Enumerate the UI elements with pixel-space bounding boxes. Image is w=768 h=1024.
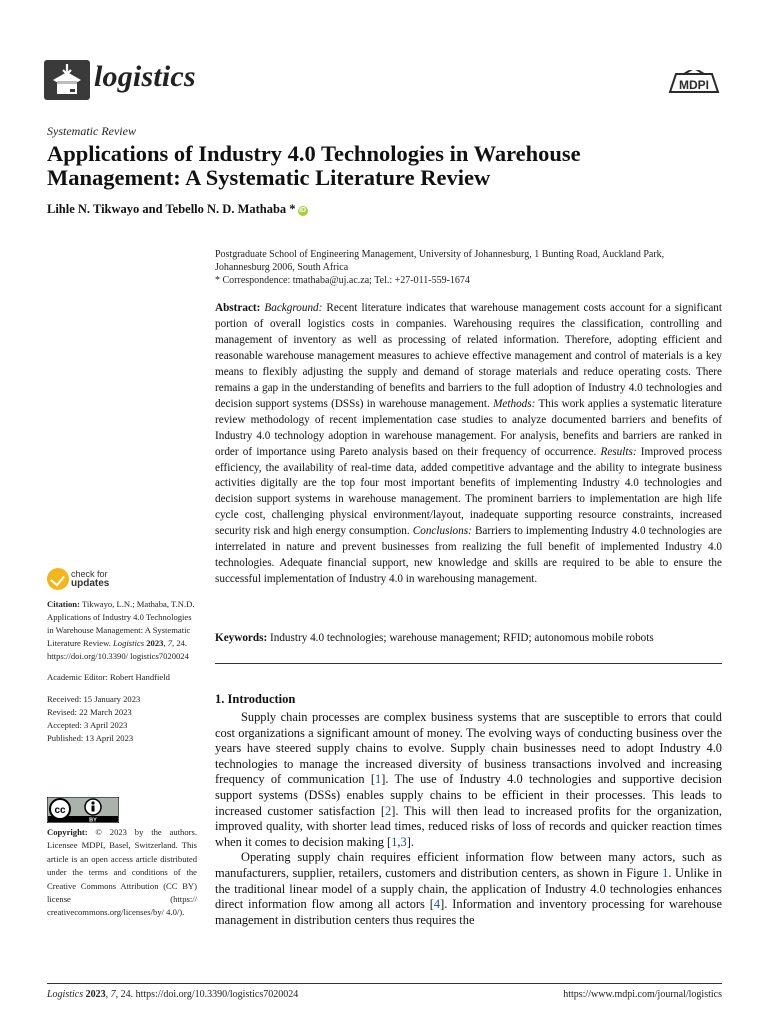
journal-name: logistics xyxy=(94,60,196,93)
methods-text: This work applies a systematic literature review methodology of recent implementation case studies to analyze documented barriers and benefits of Industry 4.0 technology adoption in warehouse management. For analysis, benefits and barriers are ranked in order of importance using Pareto analysis based on their frequency of occurrence. xyxy=(215,397,723,458)
conclusions-label: Conclusions: xyxy=(412,525,472,538)
citation-link[interactable]: 1 xyxy=(391,834,398,849)
citation-link[interactable]: 1 xyxy=(375,772,382,787)
footer-doi[interactable]: , 24. https://doi.org/10.3390/logistics7020024 xyxy=(115,989,299,1000)
introduction-body xyxy=(215,710,722,928)
academic-editor: Academic Editor: Robert Handfield xyxy=(47,672,170,683)
received-date: Received: 15 January 2023 xyxy=(47,693,141,704)
citation-block: Citation: Tikwayo, L.N.; Mathaba, T.N.D. Applications of Industry 4.0 Technologies in Warehouse Management: A Systematic Literature Review. Logistics 2023, 7, 24. https://doi.org/10.3390/ logistics7020024 xyxy=(47,599,195,662)
paragraph-text: ]. This will then lead to increased profits for the organization, improved quality, with shorter lead times, reduced risks of loss of records and quicker reaction times when it comes to decision making [ xyxy=(215,803,723,849)
title-line-1: Applications of Industry 4.0 Technologies in Warehouse xyxy=(47,141,581,166)
article-info-sidebar xyxy=(47,598,199,745)
cc-by-license-icon[interactable] xyxy=(47,797,119,823)
revised-date: Revised: 22 March 2023 xyxy=(47,706,132,717)
copyright-label: Copyright: xyxy=(47,827,88,837)
paragraph-text: ]. Information and inventory processing for warehouse management in distribution centers thus requires the xyxy=(215,897,723,927)
citation-doi[interactable]: , 24. https://doi.org/10.3390/ logistics7020024 xyxy=(47,638,189,662)
author-list xyxy=(47,202,308,217)
footer-volume: 7 xyxy=(110,989,116,1000)
background-text: Recent literature indicates that warehouse management costs account for a significant portion of overall logistics costs in companies. Warehousing requires the classification, controlling and management of inventory as well as processing of related information. Therefore, adopting efficient and reasonable warehouse management measures to achieve effective management and control of materials is a key means to flexibly adjusting the supply and demand of storage materials and reduce operating costs. There remains a gap in the understanding of benefits and barriers to the full adoption of Industry 4.0 technologies and decision support systems (DSSs) in warehouse management. xyxy=(215,302,723,410)
published-date: Published: 13 April 2023 xyxy=(47,732,134,743)
footer-citation: Logistics 2023, 7, 24. https://doi.org/10.3390/logistics7020024 xyxy=(47,989,299,1000)
footer-year: 2023 xyxy=(85,989,106,1000)
publisher-name: MDPI xyxy=(679,78,709,92)
keywords xyxy=(215,631,722,646)
authors-text: Lihle N. Tikwayo and Tebello N. D. Mathaba * xyxy=(47,202,296,216)
paragraph-text: . Unlike in the traditional linear model of a supply chain, the application of Industry 4.0 technologies enhances direct information flow among all actors [ xyxy=(215,865,723,912)
check-line-1: check for xyxy=(71,569,108,579)
footer-journal-url[interactable]: https://www.mdpi.com/journal/logistics xyxy=(563,989,722,1000)
title-line-2: Management: A Systematic Literature Review xyxy=(47,165,491,190)
article-type: Systematic Review xyxy=(47,124,136,138)
check-icon xyxy=(47,568,69,590)
check-for-updates-button[interactable] xyxy=(47,568,127,592)
check-line-2: updates xyxy=(71,578,110,589)
svg-text:cc: cc xyxy=(54,805,66,816)
abstract-label: Abstract: xyxy=(215,302,261,314)
copyright-notice xyxy=(47,826,197,920)
citation-text: Tikwayo, L.N.; Mathaba, T.N.D. Applications of Industry 4.0 Technologies in Warehouse Management: A Systematic Literature Review. xyxy=(47,599,195,649)
keywords-label: Keywords: xyxy=(215,632,268,644)
section-divider xyxy=(215,663,722,664)
citation-year: 2023 xyxy=(146,638,164,649)
citation-link[interactable]: 4 xyxy=(433,897,441,912)
citation-journal: Logistics xyxy=(113,638,145,649)
results-text: Improved process efficiency, the availability of real-time data, added competitive advantage and the ability to integrate business activities digitally are the top four most important benefits of implementing Industry 4.0 technologies and decision support systems in warehouse management. The prominent barriers to implementation are high life cycle cost, challenging physical environment/layout, inadequate supporting resource constraints, increased security risk and high energy consumption. xyxy=(215,445,723,538)
journal-logo-icon xyxy=(44,60,90,100)
check-updates-label xyxy=(71,569,109,589)
footer-journal: Logistics xyxy=(47,989,84,1000)
paragraph-text: , xyxy=(397,834,401,849)
conclusions-text: Barriers to implementing Industry 4.0 technologies are interrelated in nature and prevent businesses from realizing the full benefit of implemented Industry 4.0 technologies. Adequate financial support, new knowledge and skills are required to be able to ensure the successful implementation of Industry 4.0 in warehousing management. xyxy=(215,525,723,586)
cc-by-label: BY xyxy=(89,817,97,823)
orcid-icon[interactable]: iD xyxy=(299,207,307,214)
citation-volume: 7 xyxy=(167,638,173,649)
keywords-text: Industry 4.0 technologies; warehouse management; RFID; autonomous mobile robots xyxy=(270,632,654,644)
citation-link[interactable]: 2 xyxy=(384,803,392,818)
accepted-date: Accepted: 3 April 2023 xyxy=(47,719,128,730)
copyright-text: © 2023 by the authors. Licensee MDPI, Basel, Switzerland. This article is an open access article distributed under the terms and conditions of the Creative Commons Attribution (CC BY) license (https:// creativecommons.org/licenses/by/ 4.0/). xyxy=(47,827,197,918)
results-label: Results: xyxy=(600,445,637,458)
paragraph-text: ]. The use of Industry 4.0 technologies and supportive decision support systems (DSSs) enables supply chains to be efficient in their processes. This leads to increased customer satisfaction [ xyxy=(215,772,722,818)
paragraph xyxy=(215,710,722,850)
mdpi-logo-icon xyxy=(666,70,722,98)
section-heading-introduction: 1. Introduction xyxy=(215,692,296,706)
background-label: Background: xyxy=(264,302,323,314)
paragraph xyxy=(215,850,722,928)
citation-label: Citation: xyxy=(47,599,80,609)
footer-divider xyxy=(47,983,722,984)
affiliation-line-1: Postgraduate School of Engineering Management, University of Johannesburg, 1 Bunting Road, Auckland Park, xyxy=(215,249,665,260)
paragraph-text: Operating supply chain requires efficient information flow between many actors, such as manufacturers, supplier, retailers, customers and distribution centers, as shown in Figure xyxy=(215,850,722,880)
affiliation-block xyxy=(215,248,725,287)
article-title xyxy=(47,142,727,190)
figure-link[interactable]: 1 xyxy=(662,865,669,880)
methods-label: Methods: xyxy=(493,397,536,410)
correspondence: * Correspondence: tmathaba@uj.ac.za; Tel.: +27-011-559-1674 xyxy=(215,275,470,286)
citation-link[interactable]: 3 xyxy=(400,834,407,849)
affiliation-line-2: Johannesburg 2006, South Africa xyxy=(215,262,349,273)
paragraph-text: ]. xyxy=(406,834,414,849)
abstract xyxy=(215,301,722,588)
paragraph-text: Supply chain processes are complex business systems that are susceptible to errors that could cost organizations a significant amount of money. The evolving ways of conducting business over the years have steered supply chains to evolve. Supply chain businesses need to adopt Industry 4.0 technologies to manage the increased diversity of business transactions involved and increasing frequency of communication [ xyxy=(215,710,722,787)
